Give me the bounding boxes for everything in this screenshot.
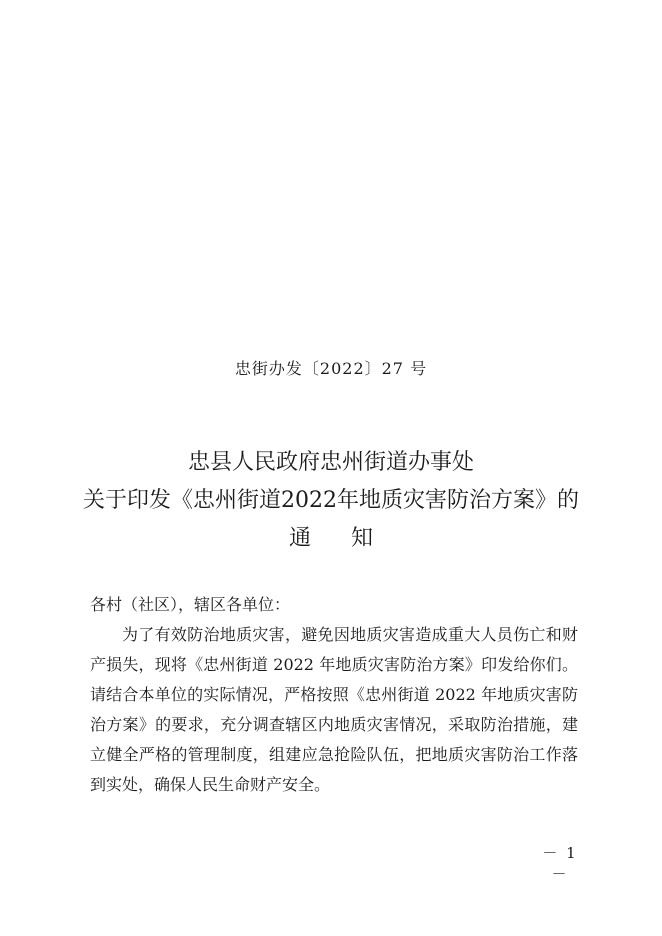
page-number: － 1 － xyxy=(542,844,578,883)
document-title xyxy=(0,444,662,558)
document-body xyxy=(90,590,578,800)
title-line-1: 忠县人民政府忠州街道办事处 xyxy=(187,450,474,475)
document-number: 忠街办发〔2022〕27 号 xyxy=(234,359,428,378)
body-paragraph: 为了有效防治地质灾害，避免因地质灾害造成重大人员伤亡和财产损失，现将《忠州街道 2022 年地质灾害防治方案》印发给你们。请结合本单位的实际情况，严格按照《忠州街道 2022 年地质灾害防治方案》的要求，充分调查辖区内地质灾害情况，采取防治措施，建立健全严格的管理制度，组建应急抢险队伍，把地质灾害防治工作落到实处，确保人民生命财产安全。 xyxy=(90,625,578,794)
salutation: 各村（社区），辖区各单位： xyxy=(90,595,291,614)
title-line-2: 关于印发《忠州街道2022年地质灾害防治方案》的 xyxy=(83,488,579,513)
title-line-3: 通知 xyxy=(288,526,413,551)
